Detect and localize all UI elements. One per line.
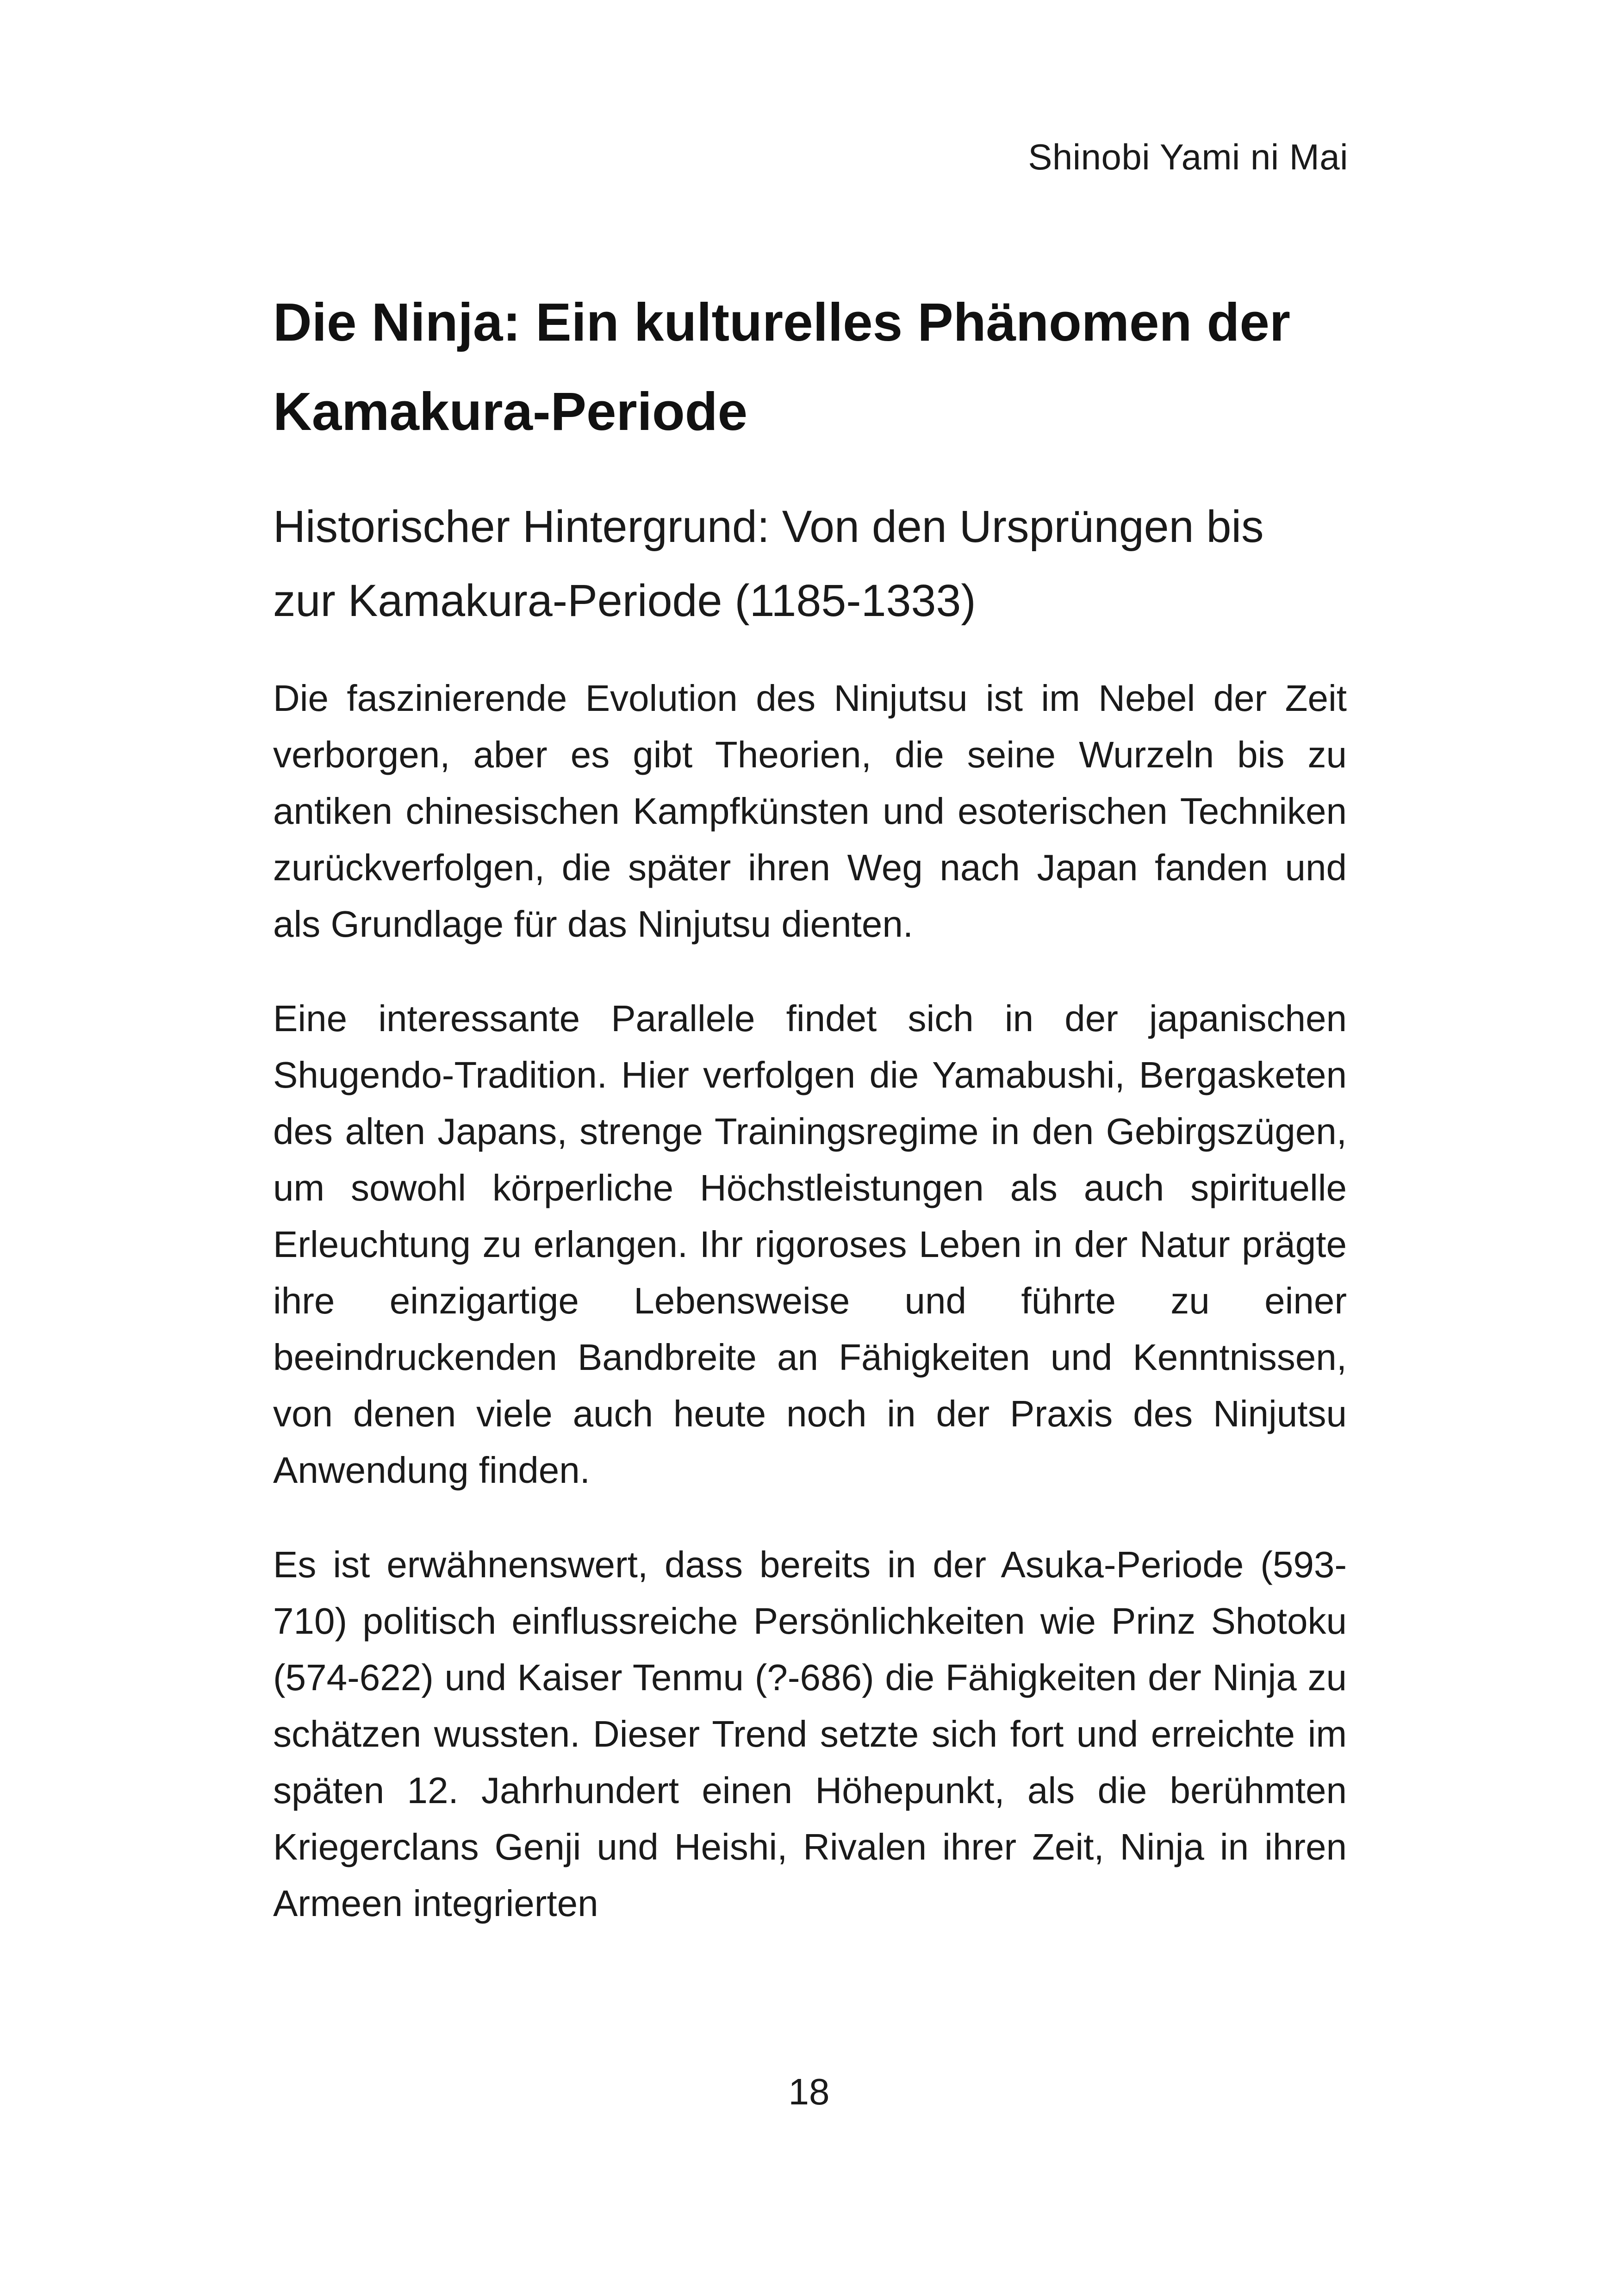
body-paragraph-2: Eine interessante Parallele findet sich in der japanischen Shugendo-Tradition. Hier verfolgen die Yamabushi, Bergasketen des alten Japans, strenge Trainingsregime in den Gebirgszügen, um sowohl körperliche Höchstleistungen als auch spirituelle Erleuchtung zu erlangen. Ihr rigoroses Leben in der Natur prägte ihre einzigartige Lebensweise und führte zu einer beeindruckenden Bandbreite an Fähigkeiten und Kenntnissen, von denen viele auch heute noch in der Praxis des Ninjutsu Anwendung finden. (273, 998, 1347, 1491)
body-paragraph-3: Es ist erwähnenswert, dass bereits in der Asuka-Periode (593-710) politisch einflussreiche Persönlichkeiten wie Prinz Shotoku (574-622) und Kaiser Tenmu (?-686) die Fähigkeiten der Ninja zu schätzen wussten. Dieser Trend setzte sich fort und erreichte im späten 12. Jahrhundert einen Höhepunkt, als die berühmten Kriegerclans Genji und Heishi, Rivalen ihrer Zeit, Ninja in ihren Armeen integrierten (273, 1544, 1347, 1924)
section-title (273, 490, 1347, 638)
body-paragraph-1: Die faszinierende Evolution des Ninjutsu ist im Nebel der Zeit verborgen, aber es gibt Theorien, die seine Wurzeln bis zu antiken chinesischen Kampfkünsten und esoterischen Techniken zurückverfolgen, die später ihren Weg nach Japan fanden und als Grundlage für das Ninjutsu dienten. (273, 678, 1347, 945)
chapter-title-line-2: Kamakura-Periode (273, 381, 748, 442)
page-content (273, 278, 1347, 1932)
section-title-line-2: zur Kamakura-Periode (1185-1333) (273, 575, 976, 626)
running-header: Shinobi Yami ni Mai (1028, 137, 1348, 177)
chapter-title (273, 278, 1347, 456)
chapter-title-line-1: Die Ninja: Ein kulturelles Phänomen der (273, 292, 1291, 352)
page-number: 18 (788, 2071, 830, 2112)
section-title-line-1: Historischer Hintergrund: Von den Ursprüngen bis (273, 501, 1264, 552)
